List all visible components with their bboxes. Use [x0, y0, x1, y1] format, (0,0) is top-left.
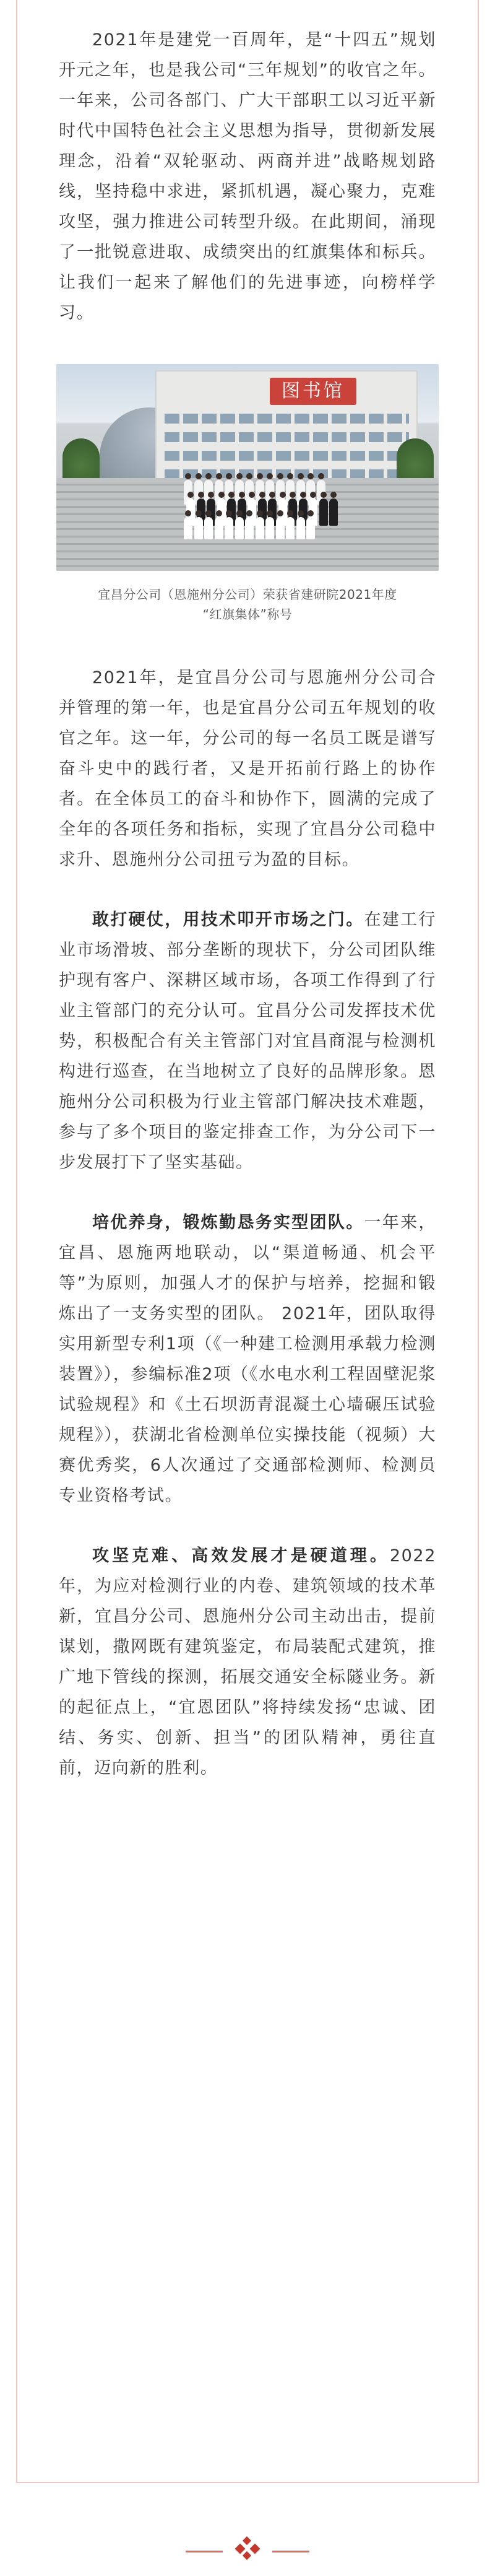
team-text: 一年来，宜昌、恩施两地联动，以“渠道畅通、机会平等”为原则，加强人才的保护与培养，挖掘和锻炼出了一支务实型的团队。 2021年，团队取得实用新型专利1项（《一种建工检测用承载力检测装置》），参编标准2项（《水电水利工程固壁泥浆试验规程》和《土石坝沥青混凝土心墙碾压试验规程》），获湖北省检测单位实操技能（视频）大赛优秀奖，6人次通过了交通部检测师、检测员专业资格考试。	[59, 1213, 436, 1505]
frame-bottom-border	[16, 2482, 479, 2483]
team-member	[204, 517, 213, 539]
team-member	[319, 498, 328, 526]
development-heading: 攻坚克难、高效发展才是硬道理。	[92, 1546, 390, 1565]
paragraph-market	[59, 905, 436, 1178]
team-member	[329, 498, 338, 526]
team-member	[194, 517, 203, 539]
photo-caption	[59, 585, 436, 624]
team-member	[265, 517, 274, 539]
team-member	[276, 517, 285, 539]
team-member	[296, 517, 305, 539]
footer-divider	[0, 2539, 495, 2564]
diamond-ornament-icon	[243, 2551, 251, 2560]
caption-line-2: “红旗集体”称号	[202, 607, 293, 622]
diamond-ornament-icon	[243, 2536, 251, 2545]
team-group	[180, 472, 335, 541]
team-member	[215, 517, 223, 539]
development-text: 2022年，为应对检测行业的内卷、建筑领域的技术革新，宜昌分公司、恩施州分公司主动出击，提前谋划，撒网既有建筑鉴定，布局装配式建筑，推广地下管线的探测，拓展交通安全标隧业务。新的起征点上，“宜恩团队”将持续发扬“忠诚、团结、务实、创新、担当”的团队精神，勇往直前，迈向新的胜利。	[59, 1546, 436, 1778]
market-text: 在建工行业市场滑坡、部分垄断的现状下，分公司团队维护现有客户、深耕区域市场，各项工作得到了行业主管部门的充分认可。宜昌分公司发挥技术优势，积极配合有关主管部门对宜昌商混与检测机构进行巡查，在当地树立了良好的品牌形象。恩施州分公司积极为行业主管部门解决技术难题，参与了多个项目的鉴定排查工作，为分公司下一步发展打下了坚实基础。	[59, 910, 436, 1172]
paragraph-team	[59, 1208, 436, 1511]
team-member	[184, 517, 192, 539]
team-member	[235, 517, 244, 539]
caption-line-1: 宜昌分公司（恩施州分公司）荣获省建研院2021年度	[98, 587, 397, 602]
frame-left-border	[16, 0, 17, 2483]
team-member	[245, 517, 254, 539]
market-heading: 敢打硬仗，用技术叩开市场之门。	[92, 910, 364, 929]
diamond-ornament-icon	[250, 2544, 260, 2554]
frame-right-border	[478, 0, 479, 2483]
diamond-ornament-icon	[235, 2544, 246, 2554]
group-photo	[56, 364, 439, 571]
intro-paragraph: 2021年是建党一百周年，是“十四五”规划开元之年，也是我公司“三年规划”的收官之年。一年来，公司各部门、广大干部职工以习近平新时代中国特色社会主义思想为指导，贯彻新发展理念，沿着“双轮驱动、两商并进”战略规划路线，坚持稳中求进，紧抓机遇，凝心聚力，克难攻坚，强力推进公司转型升级。在此期间，涌现了一批锐意进取、成绩突出的红旗集体和标兵。让我们一起来了解他们的先进事迹，向榜样学习。	[59, 30, 436, 323]
team-member	[225, 517, 233, 539]
article-body	[59, 25, 436, 1783]
team-member	[256, 517, 264, 539]
paragraph-development	[59, 1541, 436, 1783]
team-heading: 培优养身，锻炼勤恳务实型团队。	[92, 1213, 364, 1232]
team-member	[306, 517, 315, 539]
team-member	[286, 517, 295, 539]
library-sign: 图书馆	[270, 378, 356, 405]
paragraph-merger-year: 2021年，是宜昌分公司与恩施州分公司合并管理的第一年，也是宜昌分公司五年规划的收官之年。这一年，分公司的每一名员工既是谱写奋斗史中的践行者，又是开拓前行路上的协作者。在全体员工的奋斗和协作下，圆满的完成了全年的各项任务和指标，实现了宜昌分公司稳中求升、恩施州分公司扭亏为盈的目标。	[59, 668, 436, 869]
